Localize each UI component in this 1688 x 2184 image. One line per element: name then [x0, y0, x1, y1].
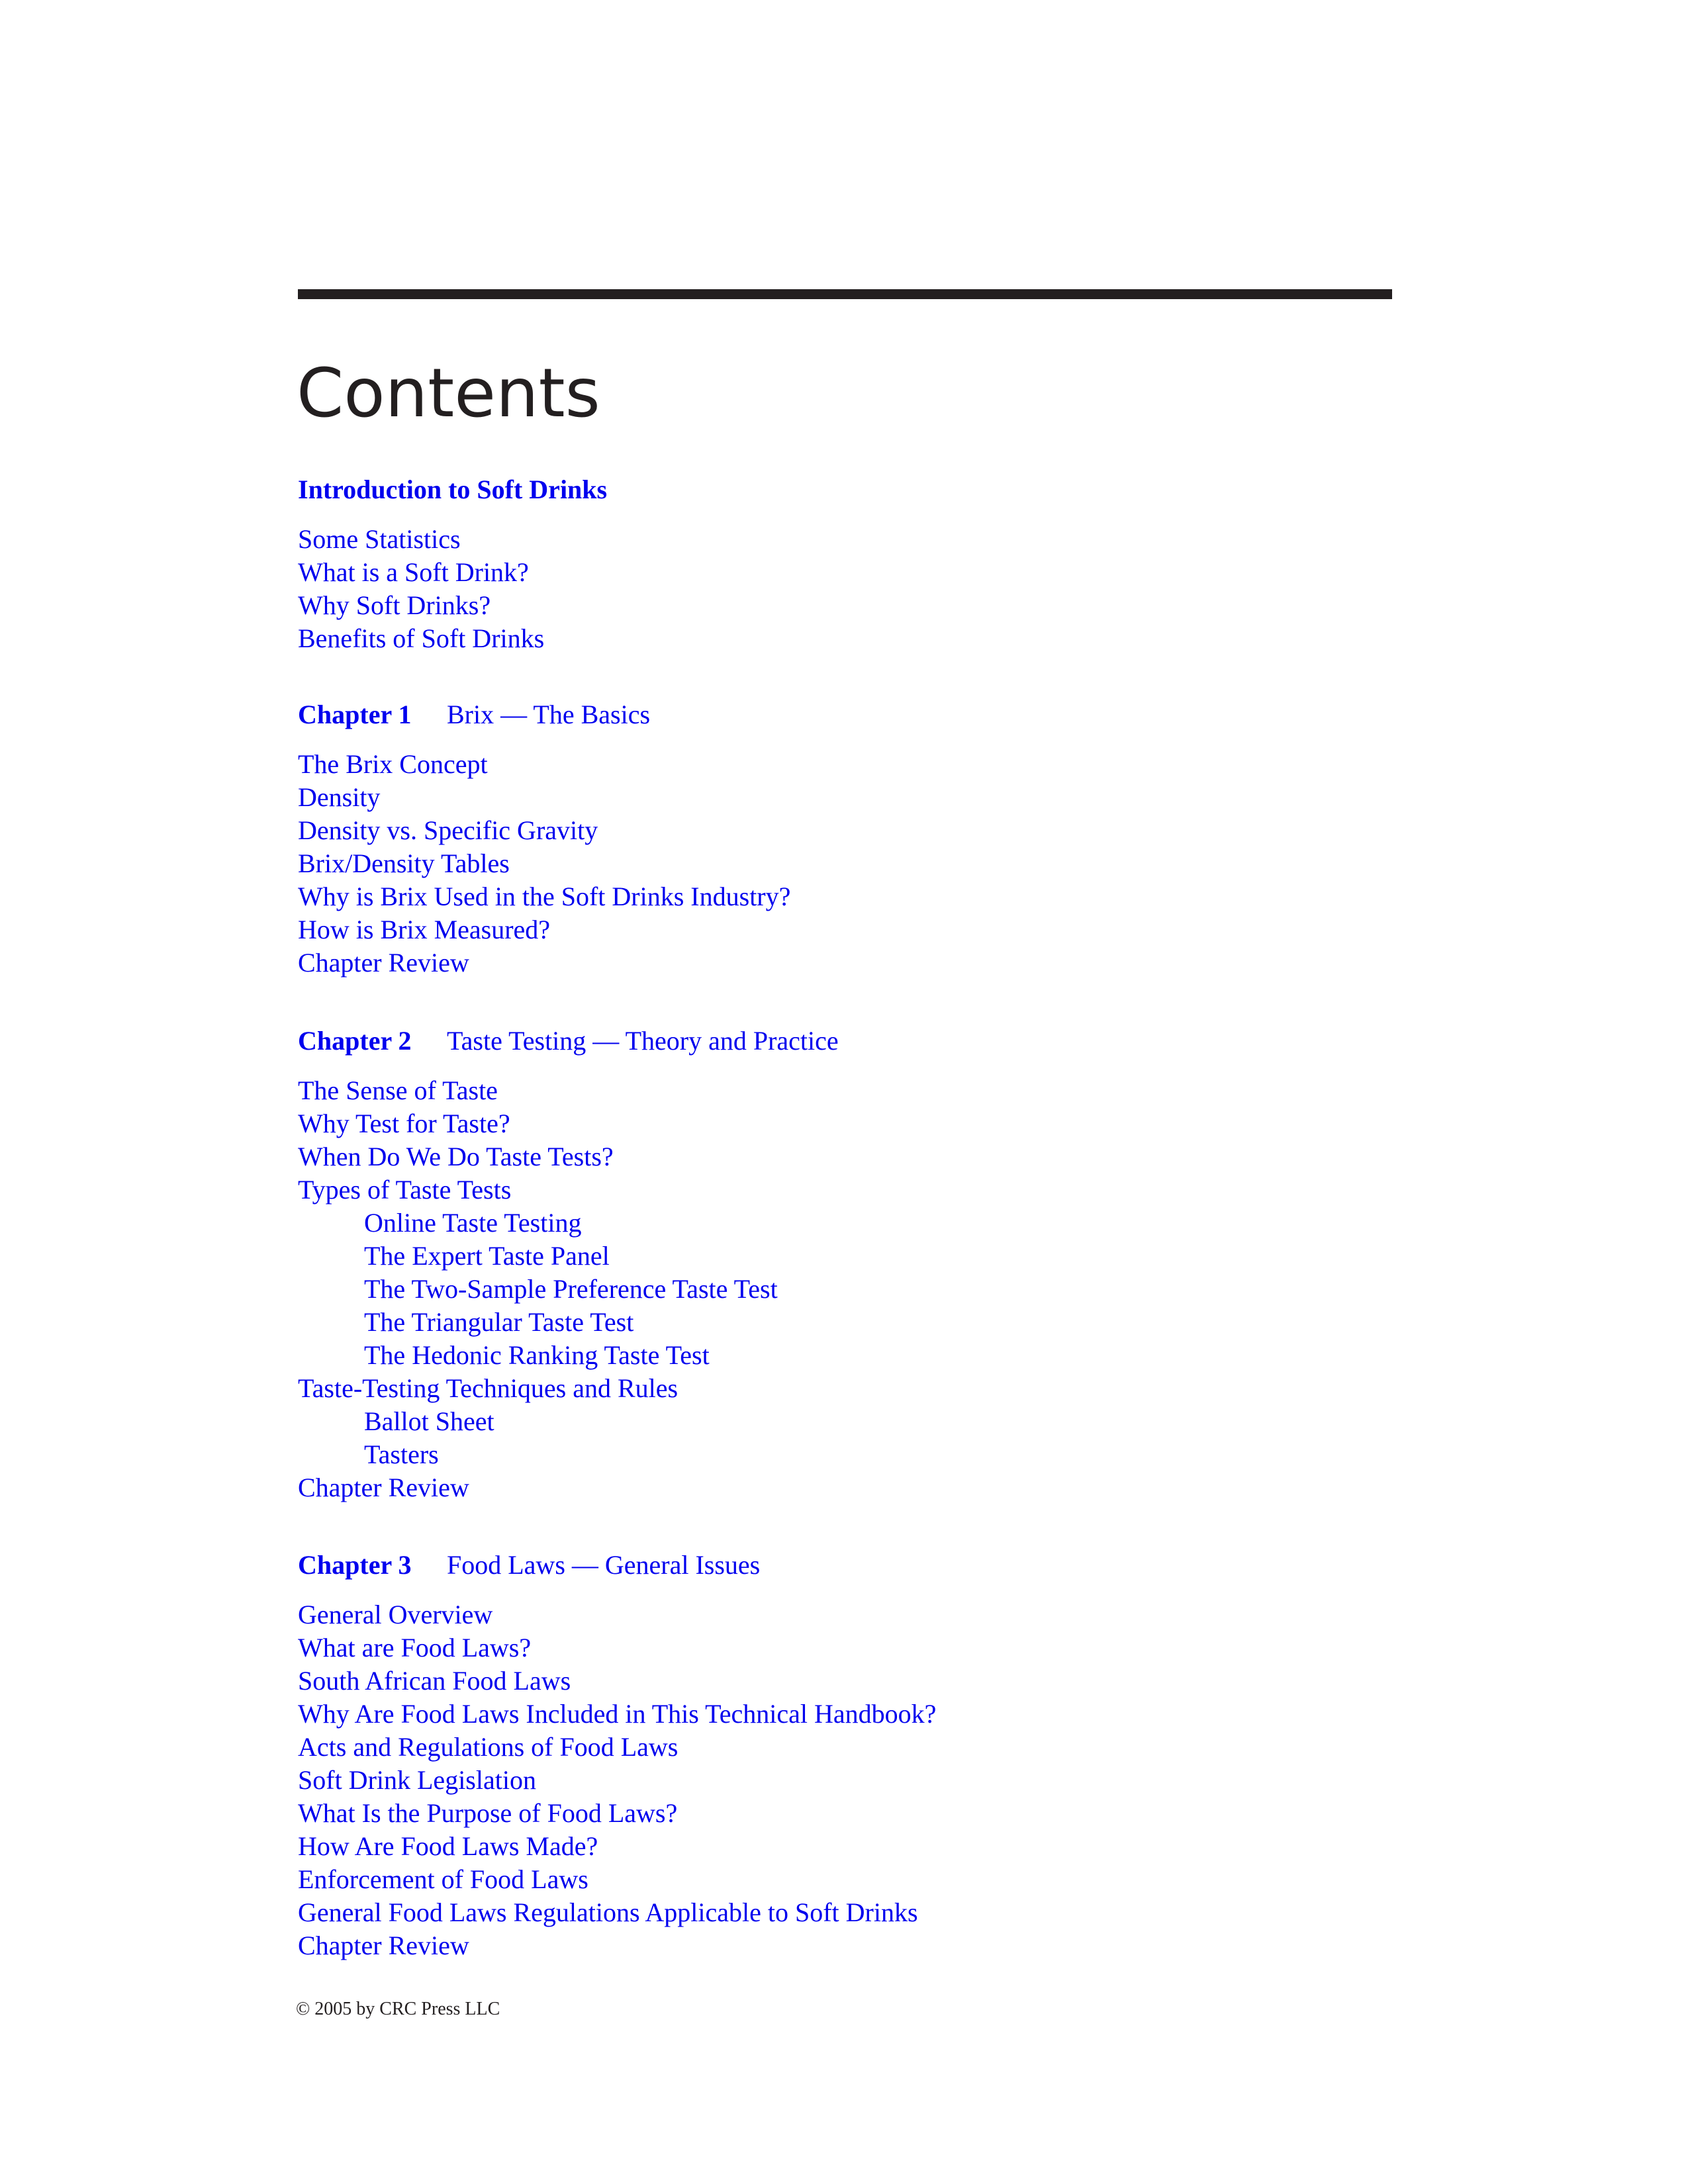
toc-link-density-vs-specific-gravity[interactable]: Density vs. Specific Gravity [298, 815, 598, 845]
toc-link-south-african-food-laws[interactable]: South African Food Laws [298, 1666, 571, 1696]
copyright-footer: © 2005 by CRC Press LLC [296, 1999, 500, 2019]
toc-link-density[interactable]: Density [298, 782, 381, 812]
toc-link-brix-concept[interactable]: The Brix Concept [298, 749, 488, 779]
toc-link-online-taste-testing[interactable]: Online Taste Testing [364, 1208, 582, 1238]
toc-link-hedonic-ranking-test[interactable]: The Hedonic Ranking Taste Test [364, 1340, 710, 1370]
toc-link-types-of-taste-tests[interactable]: Types of Taste Tests [298, 1175, 512, 1205]
toc-link-what-is-a-soft-drink[interactable]: What is a Soft Drink? [298, 557, 529, 587]
toc-link-general-food-laws-regulations[interactable]: General Food Laws Regulations Applicable to Soft Drinks [298, 1897, 918, 1927]
toc-link-benefits-of-soft-drinks[interactable]: Benefits of Soft Drinks [298, 623, 545, 653]
chapter-title: Taste Testing — Theory and Practice [447, 1026, 839, 1056]
toc-link-chapter-3-review[interactable]: Chapter Review [298, 1931, 469, 1960]
toc-link-two-sample-preference-test[interactable]: The Two-Sample Preference Taste Test [364, 1274, 778, 1304]
toc-link-why-brix-used[interactable]: Why is Brix Used in the Soft Drinks Industry? [298, 882, 791, 911]
toc-link-some-statistics[interactable]: Some Statistics [298, 524, 461, 554]
toc-link-soft-drink-legislation[interactable]: Soft Drink Legislation [298, 1765, 536, 1795]
toc-link-enforcement-of-food-laws[interactable]: Enforcement of Food Laws [298, 1864, 588, 1894]
toc-link-sense-of-taste[interactable]: The Sense of Taste [298, 1075, 498, 1105]
toc-heading-chapter-1[interactable] [298, 698, 650, 731]
title-rule [298, 289, 1392, 299]
toc-link-general-overview[interactable]: General Overview [298, 1600, 493, 1629]
chapter-title: Brix — The Basics [447, 700, 651, 729]
toc-link-brix-density-tables[interactable]: Brix/Density Tables [298, 848, 510, 878]
toc-link-ballot-sheet[interactable]: Ballot Sheet [364, 1406, 494, 1436]
toc-link-taste-testing-techniques[interactable]: Taste-Testing Techniques and Rules [298, 1373, 679, 1403]
chapter-number: Chapter 2 [298, 1026, 412, 1056]
toc-link-when-taste-tests[interactable]: When Do We Do Taste Tests? [298, 1142, 614, 1171]
toc-heading-introduction[interactable]: Introduction to Soft Drinks [298, 475, 608, 504]
toc-link-how-food-laws-made[interactable]: How Are Food Laws Made? [298, 1831, 598, 1861]
toc-link-why-test-for-taste[interactable]: Why Test for Taste? [298, 1109, 510, 1138]
toc-link-how-brix-measured[interactable]: How is Brix Measured? [298, 915, 551, 944]
toc-link-chapter-2-review[interactable]: Chapter Review [298, 1473, 469, 1502]
toc-link-chapter-1-review[interactable]: Chapter Review [298, 948, 469, 978]
toc-link-purpose-of-food-laws[interactable]: What Is the Purpose of Food Laws? [298, 1798, 678, 1828]
toc-link-acts-and-regulations[interactable]: Acts and Regulations of Food Laws [298, 1732, 679, 1762]
toc-link-why-soft-drinks[interactable]: Why Soft Drinks? [298, 590, 491, 620]
chapter-number: Chapter 1 [298, 700, 412, 729]
toc-link-tasters[interactable]: Tasters [364, 1439, 439, 1469]
toc-link-expert-taste-panel[interactable]: The Expert Taste Panel [364, 1241, 610, 1271]
page-title: Contents [297, 354, 600, 433]
toc-link-what-are-food-laws[interactable]: What are Food Laws? [298, 1633, 532, 1662]
toc-heading-chapter-2[interactable] [298, 1024, 839, 1058]
toc-heading-chapter-3[interactable] [298, 1549, 760, 1582]
toc-link-triangular-taste-test[interactable]: The Triangular Taste Test [364, 1307, 634, 1337]
toc-link-why-food-laws-included[interactable]: Why Are Food Laws Included in This Technical Handbook? [298, 1699, 937, 1729]
chapter-title: Food Laws — General Issues [447, 1550, 761, 1580]
chapter-number: Chapter 3 [298, 1550, 412, 1580]
